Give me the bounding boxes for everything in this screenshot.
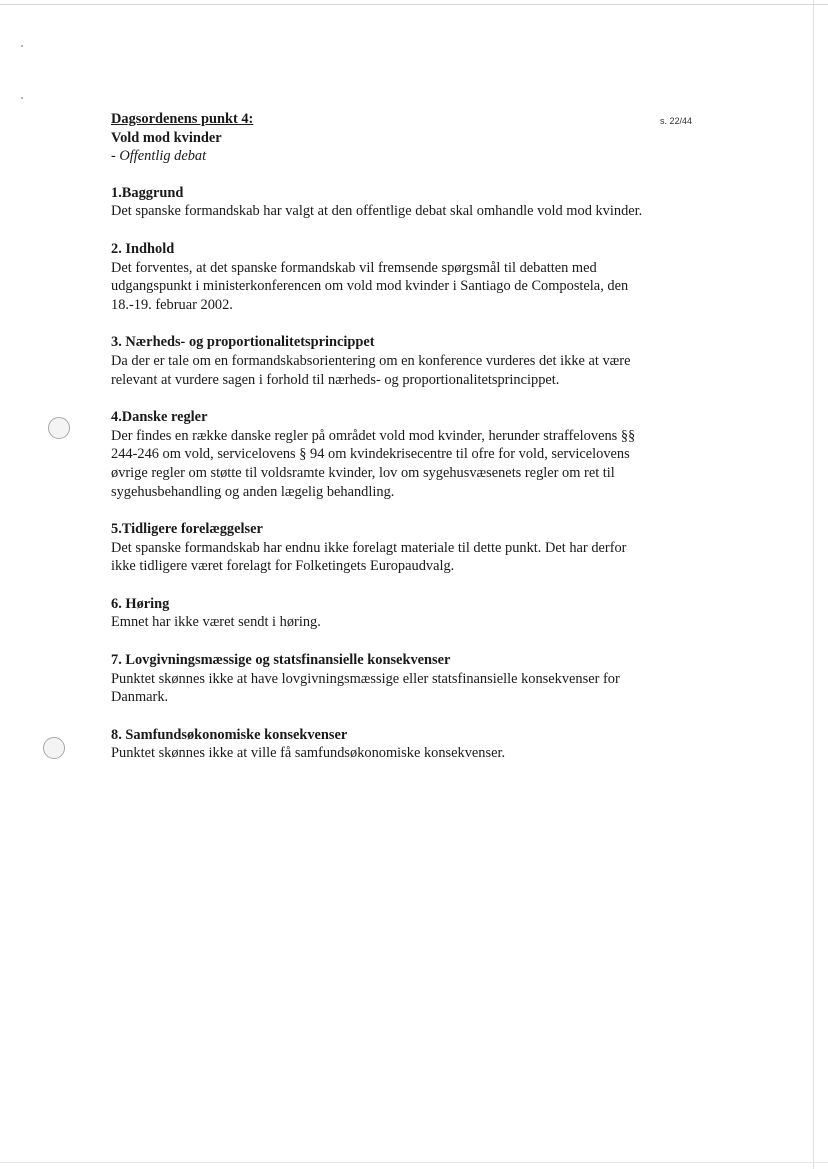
punch-hole-lower bbox=[43, 737, 65, 759]
section-body: Det spanske formandskab har endnu ikke forelagt materiale til dette punkt. Det har derfor ikke tidligere været forelagt for Folketingets Europaudvalg. bbox=[111, 539, 627, 575]
document-subtitle: - Offentlig debat bbox=[111, 148, 207, 165]
section-heading: 6. Høring bbox=[111, 595, 170, 612]
agenda-label: Dagsordenens punkt 4: bbox=[111, 111, 254, 127]
section-content bbox=[111, 240, 643, 314]
page-edge-right bbox=[813, 0, 814, 1169]
section-legal-consequences bbox=[111, 651, 643, 707]
section-heading: 2. Indhold bbox=[111, 240, 175, 257]
punch-hole-upper bbox=[48, 417, 70, 439]
scan-speck bbox=[21, 97, 23, 99]
document-title: Vold mod kvinder bbox=[111, 129, 222, 146]
page-number: s. 22/44 bbox=[660, 116, 693, 126]
scan-speck bbox=[21, 45, 23, 47]
section-body: Punktet skønnes ikke at ville få samfundsøkonomiske konsekvenser. bbox=[111, 745, 506, 762]
section-heading: 7. Lovgivningsmæssige og statsfinansielle konsekvenser bbox=[111, 652, 451, 669]
section-body: Der findes en række danske regler på området vold mod kvinder, herunder straffelovens §§ 244-246 om vold, servicelovens § 94 om kvindekrisecentre til ofre for vold, servicelovens øvrige regler om støtte til voldsramte kvinder, lov om sygehusvæsenets regler om ret til sygehusbehandling og anden lægelig behandling. bbox=[111, 427, 636, 500]
page-edge-bottom bbox=[0, 1162, 828, 1163]
section-heading: 4.Danske regler bbox=[111, 409, 208, 426]
document-body bbox=[111, 110, 643, 782]
section-heading: 5.Tidligere forelæggelser bbox=[111, 521, 263, 538]
section-danish-rules bbox=[111, 408, 643, 501]
section-subsidiarity bbox=[111, 333, 643, 389]
section-body: Da der er tale om en formandskabsorientering om en konference vurderes det ikke at være relevant at vurdere sagen i forhold til nærheds- og proportionalitetsprincippet. bbox=[111, 352, 631, 388]
section-body: Det forventes, at det spanske formandskab vil fremsende spørgsmål til debatten med udgangspunkt i ministerkonferencen om vold mod kvinder i Santiago de Compostela, den 18.-19. februar 2002. bbox=[111, 259, 629, 313]
section-previous-submissions bbox=[111, 520, 643, 576]
section-heading: 8. Samfundsøkonomiske konsekvenser bbox=[111, 726, 348, 743]
section-body: Punktet skønnes ikke at have lovgivningsmæssige eller statsfinansielle konsekvenser for Danmark. bbox=[111, 670, 620, 706]
section-background bbox=[111, 184, 643, 221]
section-heading: 3. Nærheds- og proportionalitetsprincippet bbox=[111, 334, 375, 351]
section-economic-consequences bbox=[111, 726, 643, 763]
section-consultation bbox=[111, 595, 643, 632]
section-heading: 1.Baggrund bbox=[111, 184, 184, 201]
section-body: Emnet har ikke været sendt i høring. bbox=[111, 614, 321, 631]
page-edge-top bbox=[0, 4, 828, 5]
section-body: Det spanske formandskab har valgt at den offentlige debat skal omhandle vold mod kvinder. bbox=[111, 203, 643, 220]
